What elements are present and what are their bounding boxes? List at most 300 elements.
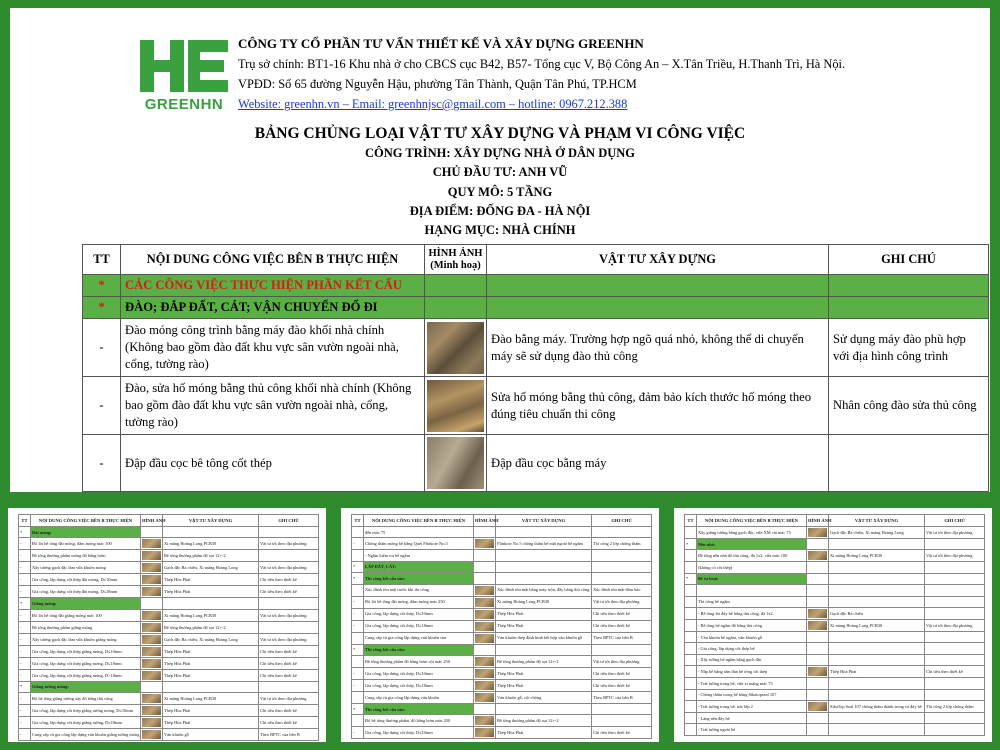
- thumb-header-cell: TT: [352, 515, 364, 527]
- thumb-cell: -: [19, 717, 31, 729]
- thumb-cell: Xi măng Hoàng Long PCB30: [163, 609, 259, 621]
- thumb-cell: Thi công kết cấu cầu:: [364, 644, 474, 655]
- thumb-cell: [925, 654, 985, 665]
- thumb-row: [685, 585, 985, 596]
- thumb-cell: Bê tông thương phẩm đổ bằng bơm cột mác 250: [364, 655, 474, 667]
- row-material: Đào bằng máy. Trường hợp ngõ quá nhỏ, không thể di chuyển máy sẽ sử dụng đào thủ công: [487, 319, 829, 377]
- thumb-cell: Đổ lót bê tông đài móng, dầm móng mác 100: [31, 538, 141, 550]
- thumb-cell: [829, 585, 925, 596]
- thumb-cell: Vật tư tốt theo địa phương: [259, 633, 319, 645]
- thumb-header-cell: NỘI DUNG CÔNG VIỆC BÊN B THỰC HIỆN: [31, 515, 141, 527]
- thumb-photo: [474, 691, 496, 703]
- materials-table: [82, 244, 989, 492]
- thumb-cell: -: [19, 633, 31, 645]
- thumb-header-cell: VẬT TƯ XÂY DỰNG: [496, 515, 592, 527]
- logo-text: GREENHN: [144, 96, 224, 113]
- thumb-row: [352, 632, 652, 644]
- thumb-photo: [474, 620, 496, 632]
- thumb-cell: -: [19, 621, 31, 633]
- thumb-cell: [352, 655, 364, 667]
- thumb-row: [19, 633, 319, 645]
- thumb-photo: [141, 550, 163, 562]
- thumb-table: [684, 514, 985, 736]
- thumb-cell: *: [685, 573, 697, 584]
- thumb-cell: Chỉ tiêu theo thiết kế: [259, 705, 319, 717]
- thumb-cell: -: [352, 620, 364, 632]
- thumb-row: [352, 655, 652, 667]
- main-title: BẢNG CHỦNG LOẠI VẬT TƯ XÂY DỰNG VÀ PHẠM VI CÔNG VIỆC: [254, 125, 746, 142]
- thumb-header-cell: NỘI DUNG CÔNG VIỆC BÊN B THỰC HIỆN: [364, 515, 474, 527]
- thumb-cell: [496, 644, 592, 655]
- thumb-cell: Vật tư tốt theo địa phương: [259, 562, 319, 574]
- thumb-row: [352, 608, 652, 620]
- thumb-cell: [685, 631, 697, 642]
- thumb-cell: - Trát tường ngoài bể: [697, 724, 807, 735]
- thumb-cell: -: [352, 667, 364, 679]
- thumb-cell: [685, 585, 697, 596]
- thumb-cell: Vật tư tốt theo địa phương: [259, 538, 319, 550]
- thumb-cell: [925, 596, 985, 607]
- thumb-photo: [141, 645, 163, 657]
- thumb-cell: Vật tư tốt theo địa phương: [259, 609, 319, 621]
- greenhn-logo: [136, 38, 232, 118]
- thumb-photo: [141, 681, 163, 692]
- page-thumbnail-1[interactable]: [8, 508, 326, 742]
- thumb-cell: [925, 539, 985, 550]
- thumb-row: [685, 712, 985, 723]
- thumb-header-cell: HÌNH ẢNH: [474, 515, 496, 527]
- thumb-cell: [829, 631, 925, 642]
- thumb-photo: [141, 633, 163, 645]
- thumb-cell: Gia công, lắp dựng cốt thép đài móng, D≤10mm: [31, 574, 141, 586]
- thumb-cell: [829, 678, 925, 689]
- company-office: VPĐD: Số 65 đường Nguyễn Hậu, phường Tân Thành, Quận Tân Phú, TP.HCM: [238, 77, 637, 91]
- thumb-row: [352, 561, 652, 572]
- thumb-row: [685, 724, 985, 735]
- thumb-cell: [592, 644, 652, 655]
- thumb-photo: [474, 550, 496, 561]
- thumb-cell: *: [352, 644, 364, 655]
- thumb-cell: [925, 724, 985, 735]
- thumb-cell: [163, 598, 259, 609]
- thumb-cell: SikaTop Seal 107 chống thấm thành trong và đáy bể: [829, 700, 925, 712]
- thumb-cell: Giằng tường móng:: [31, 681, 141, 692]
- thumb-cell: - Bê tông bể ngầm đổ bằng thủ công: [697, 619, 807, 631]
- thumb-row: [352, 620, 652, 632]
- thumb-cell: - Xây tường bể ngầm bằng gạch đặc: [697, 654, 807, 665]
- thumb-cell: Chỉ tiêu theo thiết kế: [259, 657, 319, 669]
- thumb-cell: [685, 700, 697, 712]
- category-line: HẠNG MỤC: NHÀ CHÍNH: [424, 223, 576, 238]
- thumb-header-cell: TT: [19, 515, 31, 527]
- thumb-cell: Thép Hòa Phát: [496, 727, 592, 739]
- thumb-row: [19, 609, 319, 621]
- thumb-cell: [352, 715, 364, 727]
- thumb-header-cell: NỘI DUNG CÔNG VIỆC BÊN B THỰC HIỆN: [697, 515, 807, 527]
- thumb-row: [352, 667, 652, 679]
- thumb-cell: Thép Hòa Phát: [829, 666, 925, 678]
- thumb-row: [19, 729, 319, 741]
- thumb-cell: Chỉ tiêu theo thiết kế: [259, 645, 319, 657]
- company-name: CÔNG TY CỔ PHẦN TƯ VẤN THIẾT KẾ VÀ XÂY DỰNG GREENHN: [238, 36, 644, 51]
- section-label: CÁC CÔNG VIỆC THỰC HIỆN PHẦN KẾT CẤU: [121, 275, 425, 297]
- thumb-cell: Chỉ tiêu theo thiết kế: [592, 620, 652, 632]
- thumb-cell: -: [352, 538, 364, 550]
- row-note: [829, 435, 989, 492]
- thumb-photo: [807, 666, 829, 678]
- row-note: Sử dụng máy đào phù hợp với địa hình công trình: [829, 319, 989, 377]
- thumb-cell: Thép Hòa Phát: [163, 574, 259, 586]
- thumb-cell: Gạch đặc Ba chiều, Xi măng Hoàng Long: [163, 633, 259, 645]
- table-header-row: [83, 245, 989, 275]
- thumb-cell: Chỉ tiêu theo thiết kế: [592, 608, 652, 620]
- thumb-cell: [685, 607, 697, 619]
- thumb-cell: Bê tông thương phẩm độ sụt 12+-2: [496, 715, 592, 727]
- thumb-cell: Theo BPTC của bên B: [259, 729, 319, 741]
- thumb-cell: Cung cấp và gia công lắp dựng ván khuôn: [364, 691, 474, 703]
- thumb-cell: [685, 596, 697, 607]
- thumb-photo: [474, 538, 496, 550]
- thumb-photo: [141, 609, 163, 621]
- thumb-cell: [925, 562, 985, 573]
- thumb-cell: [352, 527, 364, 538]
- thumb-cell: Vật tư tốt theo địa phương: [592, 596, 652, 608]
- thumb-cell: [496, 550, 592, 561]
- thumb-cell: [829, 562, 925, 573]
- thumb-photo: [807, 643, 829, 654]
- thumb-cell: [592, 527, 652, 538]
- thumb-cell: Bê tông thương phẩm giằng móng: [31, 621, 141, 633]
- thumb-cell: Thi công 2 lớp chống thấm: [592, 538, 652, 550]
- thumb-row: [685, 700, 985, 712]
- thumb-cell: [592, 703, 652, 714]
- section-mark: *: [83, 275, 121, 297]
- pit-photo: [427, 380, 484, 432]
- thumb-cell: Bê tông thương phẩm móng đổ bằng bơm: [31, 550, 141, 562]
- thumb-cell: Thép Hòa Phát: [163, 717, 259, 729]
- thumb-photo: [807, 724, 829, 735]
- section-label: ĐÀO; ĐẮP ĐẤT, CÁT; VẬN CHUYỂN ĐỔ ĐI: [121, 297, 425, 319]
- thumb-row: [352, 727, 652, 739]
- thumb-cell: Thép Hòa Phát: [496, 608, 592, 620]
- page-thumbnail-2[interactable]: [341, 508, 659, 742]
- thumb-photo: [807, 619, 829, 631]
- thumb-cell: *: [352, 561, 364, 572]
- thumb-row: [19, 574, 319, 586]
- row-tt: -: [83, 319, 121, 377]
- pile-photo: [427, 437, 484, 489]
- thumb-photo: [141, 717, 163, 729]
- thumb-cell: Nền nhà:: [697, 539, 807, 550]
- thumb-photo: [807, 678, 829, 689]
- thumb-row: [352, 691, 652, 703]
- thumb-cell: Ván khuôn thép định hình kết hợp ván khuôn gỗ: [496, 632, 592, 644]
- thumb-cell: Xi măng Hoàng Long PCB30: [163, 538, 259, 550]
- thumb-row: [19, 550, 319, 562]
- thumb-table: [351, 514, 652, 739]
- thumb-cell: Thép Hòa Phát: [163, 586, 259, 598]
- thumb-cell: Thép Hòa Phát: [163, 657, 259, 669]
- thumb-photo: [474, 679, 496, 691]
- thumb-photo: [474, 573, 496, 584]
- thumb-cell: -: [19, 729, 31, 741]
- thumb-cell: [685, 724, 697, 735]
- thumb-cell: [496, 527, 592, 538]
- thumb-row: [19, 681, 319, 692]
- location-line: ĐỊA ĐIỂM: ĐỐNG ĐA - HÀ NỘI: [409, 203, 591, 218]
- thumb-cell: [352, 550, 364, 561]
- owner-line: CHỦ ĐẦU TƯ: ANH VŨ: [432, 165, 568, 180]
- thumb-cell: Xúc đánh tôn mặt đảm bảo: [592, 584, 652, 596]
- thumb-cell: [352, 584, 364, 596]
- thumb-cell: - Ngầm kiểm tra bể ngầm: [364, 550, 474, 561]
- excavation-photo: [427, 322, 484, 374]
- thumb-row: [685, 596, 985, 607]
- thumb-photo: [807, 573, 829, 584]
- thumb-cell: [685, 666, 697, 678]
- thumb-photo: [141, 657, 163, 669]
- thumb-cell: Xây tường gạch đặc làm vữa khuôn giằng móng: [31, 633, 141, 645]
- company-contact-link[interactable]: Website: greenhn.vn – Email: greenhnjsc@gmail.com – hotline: 0967.212.388: [238, 97, 628, 111]
- thumb-row: [685, 631, 985, 642]
- thumb-cell: -: [19, 657, 31, 669]
- thumb-photo: [807, 631, 829, 642]
- thumb-cell: Xây giằng tường bằng gạch đặc, vữa XM cát mác 75: [697, 527, 807, 539]
- row-tt: -: [83, 377, 121, 435]
- thumb-cell: [697, 585, 807, 596]
- thumb-cell: [925, 712, 985, 723]
- thumb-cell: - Trát tường trong bể, trát lớp 2: [697, 700, 807, 712]
- thumb-cell: -: [19, 693, 31, 705]
- thumb-photo: [474, 527, 496, 538]
- thumb-row: [19, 586, 319, 598]
- thumb-cell: Gia công, lắp dựng cốt thép, D≤18mm: [364, 620, 474, 632]
- row-note: Nhân công đào sửa thủ công: [829, 377, 989, 435]
- thumb-cell: Thi công bể ngầm: [697, 596, 807, 607]
- thumb-cell: Chỉ tiêu theo thiết kế: [592, 727, 652, 739]
- thumb-cell: Vật tư tốt theo địa phương: [259, 693, 319, 705]
- section-row-structure: [83, 275, 989, 297]
- thumb-cell: [925, 678, 985, 689]
- document-titles: [10, 124, 990, 240]
- thumb-table: [18, 514, 319, 741]
- thumb-row: [352, 596, 652, 608]
- thumb-cell: [925, 585, 985, 596]
- thumb-cell: *: [352, 573, 364, 584]
- thumb-header-cell: GHI CHÚ: [259, 515, 319, 527]
- thumb-photo: [807, 585, 829, 596]
- thumb-cell: Chống thấm móng bể bằng Quét Flinkote No.5: [364, 538, 474, 550]
- thumb-row: [352, 538, 652, 550]
- thumb-cell: Gạch đặc Ba chiều, Xi măng Hoàng Long: [829, 527, 925, 539]
- thumb-photo: [807, 562, 829, 573]
- thumb-photo: [141, 527, 163, 538]
- thumb-cell: [829, 596, 925, 607]
- thumb-cell: Thép Hòa Phát: [496, 667, 592, 679]
- thumb-cell: [685, 619, 697, 631]
- thumb-cell: Vật tư tốt theo địa phương: [592, 655, 652, 667]
- thumb-cell: Gia công, lắp dựng cốt thép, D≤18mm: [364, 679, 474, 691]
- thumb-row: [352, 550, 652, 561]
- thumb-row: [685, 573, 985, 584]
- thumb-header-cell: GHI CHÚ: [925, 515, 985, 527]
- thumb-cell: -: [19, 586, 31, 598]
- thumb-cell: Gia công, lắp dựng cốt thép giằng tường móng, D≤10mm: [31, 705, 141, 717]
- thumb-row: [685, 607, 985, 619]
- thumb-cell: Gia công, lắp dựng cốt thép, D≤10mm: [364, 667, 474, 679]
- thumb-header-cell: HÌNH ẢNH: [141, 515, 163, 527]
- thumb-cell: Bê tông thương phẩm độ sụt 12+-2: [163, 621, 259, 633]
- thumb-cell: [592, 561, 652, 572]
- thumb-cell: LẤP ĐẤT, CÁT:: [364, 561, 474, 572]
- thumb-photo: [474, 561, 496, 572]
- thumb-row: [19, 693, 319, 705]
- thumb-row: [685, 539, 985, 550]
- table-row: [83, 319, 989, 377]
- thumb-cell: Chỉ tiêu theo thiết kế: [259, 717, 319, 729]
- thumb-cell: [925, 607, 985, 619]
- thumb-cell: Gia công, lắp dựng cốt thép đài móng, D≤18mm: [31, 586, 141, 598]
- thumb-row: [685, 550, 985, 562]
- thumb-cell: Cung cấp và gia công lắp dựng ván khuôn sàn: [364, 632, 474, 644]
- thumb-cell: Gạch đặc Ba chiều: [829, 607, 925, 619]
- thumb-cell: - Gia công, lắp dựng cốt thép bể: [697, 643, 807, 654]
- thumb-photo: [807, 712, 829, 723]
- thumb-cell: Chỉ tiêu theo thiết kế: [925, 666, 985, 678]
- thumb-row: [352, 527, 652, 538]
- thumb-cell: Xây tường gạch đặc làm vữa khuôn móng: [31, 562, 141, 574]
- thumb-cell: Xi măng Hoàng Long PCB30: [829, 550, 925, 562]
- thumb-cell: [829, 724, 925, 735]
- thumb-cell: Đổ bê tông giằng tường xây đổ bằng thủ công: [31, 693, 141, 705]
- thumb-header-row: [352, 515, 652, 527]
- header-tt: TT: [83, 245, 121, 275]
- thumb-cell: -: [19, 550, 31, 562]
- thumb-row: [352, 703, 652, 714]
- thumb-cell: [259, 598, 319, 609]
- thumb-cell: - Chống thấm trong bể bằng Sikatopseal 107: [697, 689, 807, 700]
- thumb-row: [685, 562, 985, 573]
- thumb-row: [685, 678, 985, 689]
- thumb-cell: Cung cấp và gia công lắp dựng ván khuôn giằng tường móng: [31, 729, 141, 741]
- thumb-cell: Gia công, lắp dựng cốt thép giằng móng, D>18mm: [31, 669, 141, 681]
- thumb-cell: *: [352, 703, 364, 714]
- thumb-cell: Thép Hòa Phát: [496, 620, 592, 632]
- thumb-cell: Thép Hòa Phát: [496, 679, 592, 691]
- thumb-cell: Thi công 2 lớp chống thấm: [925, 700, 985, 712]
- header-content: NỘI DUNG CÔNG VIỆC BÊN B THỰC HIỆN: [121, 245, 425, 275]
- thumb-header-cell: VẬT TƯ XÂY DỰNG: [829, 515, 925, 527]
- thumb-cell: [829, 643, 925, 654]
- row-content: Đào, sửa hố móng bằng thủ công khối nhà chính (Không bao gồm đào đất khu vực sân vườn ngoài nhà, cổng, tường rào): [121, 377, 425, 435]
- row-tt: -: [83, 435, 121, 492]
- thumb-cell: [592, 550, 652, 561]
- thumb-row: [19, 669, 319, 681]
- scale-line: QUY MÔ: 5 TẦNG: [447, 184, 553, 199]
- thumb-cell: [496, 561, 592, 572]
- thumb-cell: [925, 689, 985, 700]
- thumb-cell: -: [19, 609, 31, 621]
- thumb-row: [352, 644, 652, 655]
- thumb-photo: [474, 644, 496, 655]
- thumb-cell: Đổ lót bê tông đài móng, dầm móng mác 250: [364, 596, 474, 608]
- thumb-cell: [685, 562, 697, 573]
- thumb-cell: Giằng móng:: [31, 598, 141, 609]
- thumb-cell: Chỉ tiêu theo thiết kế: [259, 586, 319, 598]
- header-image: HÌNH ẢNH (Minh hoạ): [425, 245, 487, 275]
- project-line: CÔNG TRÌNH: XÂY DỰNG NHÀ Ở DÂN DỤNG: [364, 146, 636, 160]
- thumb-cell: [685, 527, 697, 539]
- thumb-row: [19, 645, 319, 657]
- thumb-header-cell: HÌNH ẢNH: [807, 515, 829, 527]
- thumb-cell: [592, 715, 652, 727]
- thumb-cell: - Nắp bể bằng tấm đan bê tông cốt thép: [697, 666, 807, 678]
- thumb-photo: [141, 538, 163, 550]
- thumb-cell: Flinkote No.5 chống thấm bể mặt ngoài bể ngầm: [496, 538, 592, 550]
- thumb-row: [19, 538, 319, 550]
- thumb-photo: [141, 586, 163, 598]
- page-thumbnail-3[interactable]: [674, 508, 992, 742]
- thumb-photo: [141, 598, 163, 609]
- thumb-row: [685, 643, 985, 654]
- company-hq: Trụ sở chính: BT1-16 Khu nhà ở cho CBCS cục B42, B57- Tổng cục V, Bộ Công An – X.Tân Triều, H.Thanh Trì, Hà Nội.: [238, 57, 846, 71]
- company-info: [238, 34, 978, 114]
- document-page: [10, 8, 990, 492]
- thumb-cell: Thi công kết cấu sàn:: [364, 703, 474, 714]
- thumb-cell: [685, 712, 697, 723]
- table-row: [83, 377, 989, 435]
- thumb-photo: [141, 669, 163, 681]
- thumb-cell: Vật tư tốt theo địa phương: [925, 550, 985, 562]
- thumb-row: [685, 666, 985, 678]
- thumb-row: [352, 679, 652, 691]
- thumb-cell: [496, 573, 592, 584]
- row-photo: [425, 435, 487, 492]
- thumb-cell: [829, 689, 925, 700]
- thumb-photo: [474, 596, 496, 608]
- thumb-cell: Đổ lót bê tông đài giằng móng mác 100: [31, 609, 141, 621]
- thumb-row: [19, 717, 319, 729]
- thumb-photo: [474, 608, 496, 620]
- row-material: Đập đầu cọc bằng máy: [487, 435, 829, 492]
- thumb-cell: Bể tự hoại:: [697, 573, 807, 584]
- thumb-cell: Gia công, lắp dựng cốt thép giằng móng, D≤10mm: [31, 645, 141, 657]
- thumb-cell: Chỉ tiêu theo thiết kế: [592, 679, 652, 691]
- thumb-cell: [829, 539, 925, 550]
- thumb-cell: -: [19, 669, 31, 681]
- thumb-photo: [474, 655, 496, 667]
- thumb-cell: -: [19, 705, 31, 717]
- thumb-photo: [474, 584, 496, 596]
- thumb-photo: [807, 527, 829, 539]
- thumb-photo: [807, 689, 829, 700]
- thumb-cell: Chỉ tiêu theo thiết kế: [259, 574, 319, 586]
- thumb-cell: [925, 573, 985, 584]
- thumb-row: [19, 621, 319, 633]
- thumb-cell: [925, 631, 985, 642]
- thumb-photo: [807, 607, 829, 619]
- thumb-cell: [163, 527, 259, 538]
- thumb-cell: Xi măng Hoàng Long PCB30: [163, 693, 259, 705]
- section-mark: *: [83, 297, 121, 319]
- thumb-photo: [807, 550, 829, 562]
- thumb-cell: -: [19, 562, 31, 574]
- thumb-row: [19, 598, 319, 609]
- thumb-cell: - Láng nền đáy bể: [697, 712, 807, 723]
- thumb-cell: [259, 681, 319, 692]
- thumb-cell: Thép Hòa Phát: [163, 705, 259, 717]
- thumb-row: [19, 562, 319, 574]
